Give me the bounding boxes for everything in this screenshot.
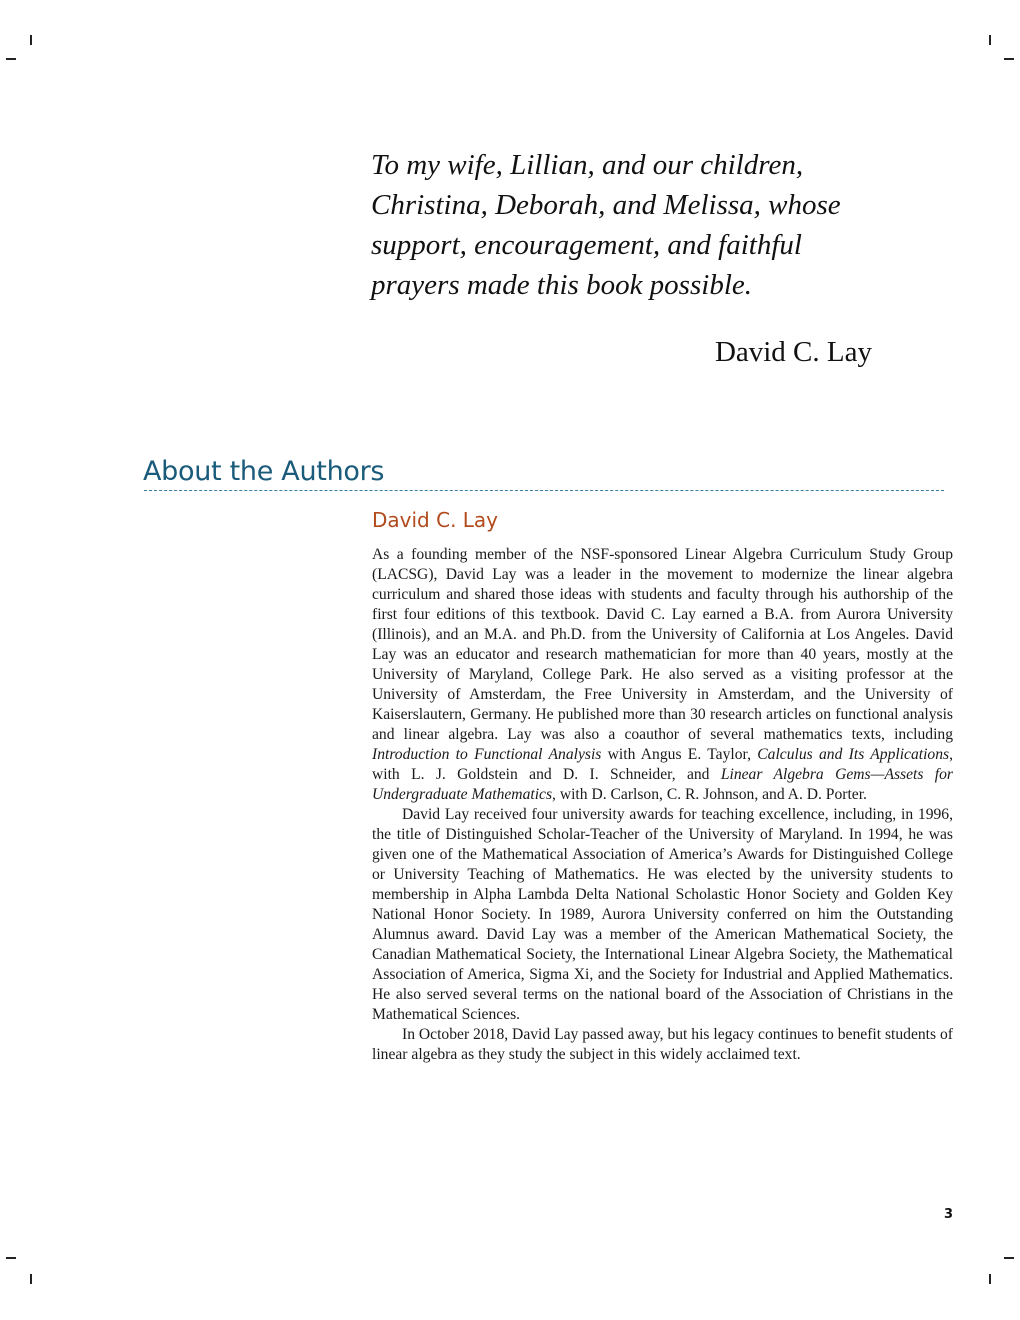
crop-mark-bottom-right-horizontal xyxy=(1004,1257,1014,1259)
bio-paragraph-2: David Lay received four university awards for teaching excellence, including, in 1996, the title of Distinguished Scholar-Teacher of the University of Maryland. In 1994, he was given one of the Mathematical Association of America’s Awards for Distinguished College or University Teaching of Mathematics. He was elected by the university students to membership in Alpha Lambda Delta National Scholastic Honor Society and Golden Key National Honor Society. In 1989, Aurora University conferred on him the Outstanding Alumnus award. David Lay was a member of the American Mathematical Society, the Canadian Mathematical Society, the International Linear Algebra Society, the Mathematical Association of America, Sigma Xi, and the Society for Industrial and Applied Mathematics. He also served several terms on the national board of the Association of Christians in the Mathematical Sciences. xyxy=(372,806,953,1023)
crop-mark-bottom-right-vertical xyxy=(989,1274,991,1284)
crop-mark-bottom-left-vertical xyxy=(30,1274,32,1284)
book-title-functional-analysis: Introduction to Functional Analysis xyxy=(372,746,602,763)
crop-mark-top-right-vertical xyxy=(989,35,991,45)
book-title-calculus: Calculus and Its Applications xyxy=(757,746,950,763)
bio-paragraph-1 xyxy=(372,545,953,805)
bio-p1-text-d: , with D. Carlson, C. R. Johnson, and A. D. Porter. xyxy=(552,786,867,803)
book-title-linear-algebra-gems: Linear Algebra Gems—Assets for Undergraduate Mathematics xyxy=(372,766,953,803)
bio-p1-text-c: , with L. J. Goldstein and D. I. Schneider, and xyxy=(372,746,953,783)
page-number: 3 xyxy=(943,1207,953,1222)
crop-mark-top-right-horizontal xyxy=(1004,58,1014,60)
section-heading: About the Authors xyxy=(143,456,385,487)
dedication-signature: David C. Lay xyxy=(714,336,872,368)
section-divider xyxy=(144,490,944,491)
crop-mark-top-left-vertical xyxy=(30,35,32,45)
dedication-text: To my wife, Lillian, and our children, Christina, Deborah, and Melissa, whose support, encouragement, and faithful prayers made this book possible. xyxy=(371,149,841,301)
crop-mark-top-left-horizontal xyxy=(6,58,16,60)
crop-mark-bottom-left-horizontal xyxy=(6,1257,16,1259)
author-name: David C. Lay xyxy=(372,508,499,532)
bio-p1-text-a: As a founding member of the NSF-sponsored Linear Algebra Curriculum Study Group (LACSG), David Lay was a leader in the movement to modernize the linear algebra curriculum and shared those ideas with students and faculty through his authorship of the first four editions of this textbook. David C. Lay earned a B.A. from Aurora University (Illinois), and an M.A. and Ph.D. from the University of California at Los Angeles. David Lay was an educator and research mathematician for more than 40 years, mostly at the University of Maryland, College Park. He also served as a visiting professor at the University of Amsterdam, the Free University in Amsterdam, and the University of Kaiserslautern, Germany. He published more than 30 research articles on functional analysis and linear algebra. Lay was also a coauthor of several mathematics texts, including xyxy=(372,546,953,743)
bio-p1-text-b: with Angus E. Taylor, xyxy=(601,746,758,763)
bio-paragraph-3: In October 2018, David Lay passed away, but his legacy continues to benefit students of linear algebra as they study the subject in this widely acclaimed text. xyxy=(372,1026,953,1063)
author-biography xyxy=(372,545,953,1065)
